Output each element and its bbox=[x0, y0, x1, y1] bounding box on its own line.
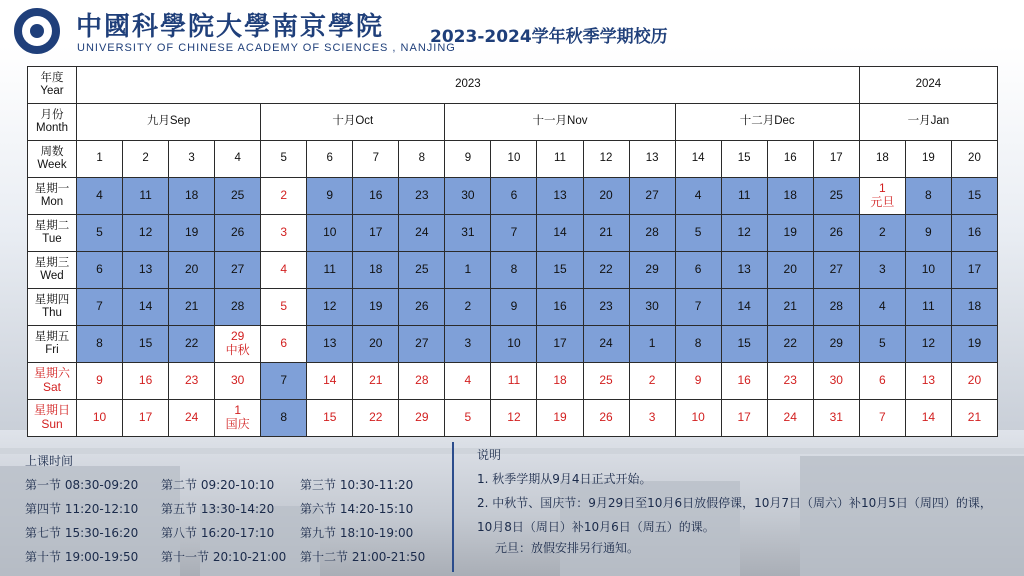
date-cell: 17 bbox=[951, 252, 997, 289]
year-2024: 2024 bbox=[859, 67, 997, 104]
date-cell: 12 bbox=[721, 215, 767, 252]
date-cell: 16 bbox=[951, 215, 997, 252]
date-cell: 23 bbox=[169, 363, 215, 400]
date-cell: 5 bbox=[859, 326, 905, 363]
calendar-title: 2023-2024学年秋季学期校历 bbox=[430, 27, 668, 47]
date-cell: 10 bbox=[491, 326, 537, 363]
date-cell: 11 bbox=[721, 178, 767, 215]
date-cell: 6 bbox=[77, 252, 123, 289]
class-times-title: 上课时间 bbox=[25, 454, 74, 468]
week-number: 15 bbox=[721, 141, 767, 178]
date-cell: 22 bbox=[583, 252, 629, 289]
date-cell: 23 bbox=[767, 363, 813, 400]
week-number: 3 bbox=[169, 141, 215, 178]
date-cell: 10 bbox=[675, 400, 721, 437]
date-cell: 18 bbox=[767, 178, 813, 215]
date-cell: 27 bbox=[629, 178, 675, 215]
date-cell: 16 bbox=[537, 289, 583, 326]
date-cell: 13 bbox=[905, 363, 951, 400]
year-2023: 2023 bbox=[77, 67, 860, 104]
date-cell: 30 bbox=[215, 363, 261, 400]
date-cell: 4 bbox=[261, 252, 307, 289]
date-cell: 21 bbox=[951, 400, 997, 437]
date-cell: 7 bbox=[261, 363, 307, 400]
date-cell: 15 bbox=[123, 326, 169, 363]
date-cell: 14 bbox=[537, 215, 583, 252]
date-cell: 9 bbox=[307, 178, 353, 215]
university-name-en: UNIVERSITY OF CHINESE ACADEMY OF SCIENCES , NANJING bbox=[77, 42, 456, 54]
day-label: 星期日 Sun bbox=[28, 400, 77, 437]
date-cell: 5 bbox=[675, 215, 721, 252]
date-cell: 14 bbox=[307, 363, 353, 400]
note-line: 元旦：放假安排另行通知。 bbox=[495, 541, 640, 555]
week-number: 12 bbox=[583, 141, 629, 178]
date-cell: 12 bbox=[905, 326, 951, 363]
date-cell: 26 bbox=[813, 215, 859, 252]
date-cell: 4 bbox=[77, 178, 123, 215]
date-cell: 16 bbox=[353, 178, 399, 215]
date-cell: 20 bbox=[583, 178, 629, 215]
date-cell: 1 国庆 bbox=[215, 400, 261, 437]
date-cell: 11 bbox=[307, 252, 353, 289]
date-cell: 4 bbox=[675, 178, 721, 215]
date-cell: 20 bbox=[767, 252, 813, 289]
date-cell: 15 bbox=[307, 400, 353, 437]
date-cell: 2 bbox=[629, 363, 675, 400]
week-number: 17 bbox=[813, 141, 859, 178]
date-cell: 12 bbox=[307, 289, 353, 326]
month-label: 月份 Month bbox=[28, 104, 77, 141]
date-cell: 21 bbox=[583, 215, 629, 252]
date-cell: 19 bbox=[537, 400, 583, 437]
date-cell: 1 元旦 bbox=[859, 178, 905, 215]
date-cell: 27 bbox=[399, 326, 445, 363]
date-cell: 7 bbox=[491, 215, 537, 252]
date-cell: 14 bbox=[905, 400, 951, 437]
date-cell: 17 bbox=[721, 400, 767, 437]
date-cell: 8 bbox=[905, 178, 951, 215]
calendar-table bbox=[27, 66, 998, 437]
year-label: 年度 Year bbox=[28, 67, 77, 104]
date-cell: 24 bbox=[767, 400, 813, 437]
class-period: 第十一节 20:10-21:00 bbox=[161, 550, 287, 564]
date-cell: 8 bbox=[491, 252, 537, 289]
date-cell: 15 bbox=[721, 326, 767, 363]
week-number: 11 bbox=[537, 141, 583, 178]
day-label: 星期一 Mon bbox=[28, 178, 77, 215]
header bbox=[0, 0, 1024, 64]
date-cell: 28 bbox=[813, 289, 859, 326]
month-header: 十一月Nov bbox=[445, 104, 675, 141]
date-cell: 23 bbox=[583, 289, 629, 326]
date-cell: 24 bbox=[583, 326, 629, 363]
date-cell: 26 bbox=[399, 289, 445, 326]
date-cell: 17 bbox=[537, 326, 583, 363]
week-number: 1 bbox=[77, 141, 123, 178]
date-cell: 31 bbox=[813, 400, 859, 437]
date-cell: 21 bbox=[767, 289, 813, 326]
date-cell: 21 bbox=[353, 363, 399, 400]
class-period: 第十二节 21:00-21:50 bbox=[300, 550, 426, 564]
date-cell: 9 bbox=[675, 363, 721, 400]
date-cell: 15 bbox=[537, 252, 583, 289]
date-cell: 18 bbox=[537, 363, 583, 400]
note-line: 10月8日（周日）补10月6日（周五）的课。 bbox=[477, 520, 715, 534]
week-number: 6 bbox=[307, 141, 353, 178]
week-number: 2 bbox=[123, 141, 169, 178]
date-cell: 13 bbox=[537, 178, 583, 215]
date-cell: 30 bbox=[445, 178, 491, 215]
date-cell: 3 bbox=[629, 400, 675, 437]
week-number: 7 bbox=[353, 141, 399, 178]
date-cell: 7 bbox=[77, 289, 123, 326]
date-cell: 29 bbox=[399, 400, 445, 437]
date-cell: 9 bbox=[491, 289, 537, 326]
week-label: 周数 Week bbox=[28, 141, 77, 178]
date-cell: 22 bbox=[169, 326, 215, 363]
date-cell: 28 bbox=[399, 363, 445, 400]
date-cell: 2 bbox=[859, 215, 905, 252]
class-period: 第六节 14:20-15:10 bbox=[300, 502, 414, 516]
date-cell: 20 bbox=[951, 363, 997, 400]
date-cell: 10 bbox=[905, 252, 951, 289]
date-cell: 13 bbox=[721, 252, 767, 289]
date-cell: 14 bbox=[123, 289, 169, 326]
date-cell: 3 bbox=[859, 252, 905, 289]
class-period: 第五节 13:30-14:20 bbox=[161, 502, 275, 516]
date-cell: 20 bbox=[169, 252, 215, 289]
date-cell: 27 bbox=[813, 252, 859, 289]
date-cell: 7 bbox=[675, 289, 721, 326]
date-cell: 9 bbox=[77, 363, 123, 400]
date-cell: 19 bbox=[353, 289, 399, 326]
class-period: 第一节 08:30-09:20 bbox=[25, 478, 139, 492]
date-cell: 24 bbox=[169, 400, 215, 437]
date-cell: 29 中秋 bbox=[215, 326, 261, 363]
date-cell: 28 bbox=[215, 289, 261, 326]
date-cell: 18 bbox=[951, 289, 997, 326]
date-cell: 11 bbox=[123, 178, 169, 215]
date-cell: 5 bbox=[261, 289, 307, 326]
date-cell: 24 bbox=[399, 215, 445, 252]
date-cell: 1 bbox=[445, 252, 491, 289]
date-cell: 27 bbox=[215, 252, 261, 289]
week-number: 19 bbox=[905, 141, 951, 178]
month-header: 十月Oct bbox=[261, 104, 445, 141]
class-period: 第九节 18:10-19:00 bbox=[300, 526, 414, 540]
class-period: 第三节 10:30-11:20 bbox=[300, 478, 414, 492]
ucas-emblem-icon bbox=[14, 8, 60, 54]
date-cell: 21 bbox=[169, 289, 215, 326]
date-cell: 30 bbox=[813, 363, 859, 400]
date-cell: 25 bbox=[813, 178, 859, 215]
date-cell: 18 bbox=[169, 178, 215, 215]
date-cell: 13 bbox=[307, 326, 353, 363]
week-number: 13 bbox=[629, 141, 675, 178]
date-cell: 4 bbox=[859, 289, 905, 326]
week-number: 20 bbox=[951, 141, 997, 178]
date-cell: 25 bbox=[399, 252, 445, 289]
week-number: 4 bbox=[215, 141, 261, 178]
date-cell: 18 bbox=[353, 252, 399, 289]
date-cell: 13 bbox=[123, 252, 169, 289]
date-cell: 22 bbox=[767, 326, 813, 363]
date-cell: 9 bbox=[905, 215, 951, 252]
day-label: 星期二 Tue bbox=[28, 215, 77, 252]
date-cell: 12 bbox=[491, 400, 537, 437]
class-period: 第七节 15:30-16:20 bbox=[25, 526, 139, 540]
class-period: 第二节 09:20-10:10 bbox=[161, 478, 275, 492]
day-label: 星期六 Sat bbox=[28, 363, 77, 400]
date-cell: 25 bbox=[215, 178, 261, 215]
week-number: 9 bbox=[445, 141, 491, 178]
date-cell: 2 bbox=[261, 178, 307, 215]
date-cell: 10 bbox=[77, 400, 123, 437]
date-cell: 3 bbox=[261, 215, 307, 252]
note-line: 1. 秋季学期从9月4日正式开始。 bbox=[477, 472, 652, 486]
date-cell: 17 bbox=[353, 215, 399, 252]
date-cell: 6 bbox=[859, 363, 905, 400]
week-number: 18 bbox=[859, 141, 905, 178]
date-cell: 16 bbox=[123, 363, 169, 400]
day-label: 星期四 Thu bbox=[28, 289, 77, 326]
week-number: 14 bbox=[675, 141, 721, 178]
date-cell: 8 bbox=[675, 326, 721, 363]
date-cell: 17 bbox=[123, 400, 169, 437]
university-name-cn: 中國科學院大學南京學院 bbox=[76, 12, 385, 42]
section-divider bbox=[452, 442, 454, 572]
date-cell: 8 bbox=[77, 326, 123, 363]
date-cell: 29 bbox=[813, 326, 859, 363]
date-cell: 10 bbox=[307, 215, 353, 252]
date-cell: 16 bbox=[721, 363, 767, 400]
day-label: 星期五 Fri bbox=[28, 326, 77, 363]
date-cell: 14 bbox=[721, 289, 767, 326]
date-cell: 11 bbox=[491, 363, 537, 400]
date-cell: 7 bbox=[859, 400, 905, 437]
date-cell: 26 bbox=[215, 215, 261, 252]
date-cell: 30 bbox=[629, 289, 675, 326]
date-cell: 3 bbox=[445, 326, 491, 363]
date-cell: 6 bbox=[261, 326, 307, 363]
date-cell: 4 bbox=[445, 363, 491, 400]
date-cell: 28 bbox=[629, 215, 675, 252]
date-cell: 6 bbox=[491, 178, 537, 215]
date-cell: 15 bbox=[951, 178, 997, 215]
date-cell: 20 bbox=[353, 326, 399, 363]
date-cell: 19 bbox=[767, 215, 813, 252]
date-cell: 5 bbox=[445, 400, 491, 437]
date-cell: 8 bbox=[261, 400, 307, 437]
date-cell: 6 bbox=[675, 252, 721, 289]
week-number: 8 bbox=[399, 141, 445, 178]
date-cell: 12 bbox=[123, 215, 169, 252]
date-cell: 19 bbox=[169, 215, 215, 252]
date-cell: 25 bbox=[583, 363, 629, 400]
week-number: 5 bbox=[261, 141, 307, 178]
date-cell: 22 bbox=[353, 400, 399, 437]
class-period: 第四节 11:20-12:10 bbox=[25, 502, 139, 516]
class-period: 第十节 19:00-19:50 bbox=[25, 550, 139, 564]
date-cell: 19 bbox=[951, 326, 997, 363]
date-cell: 31 bbox=[445, 215, 491, 252]
date-cell: 5 bbox=[77, 215, 123, 252]
notes-title: 说明 bbox=[477, 448, 502, 462]
date-cell: 29 bbox=[629, 252, 675, 289]
date-cell: 11 bbox=[905, 289, 951, 326]
note-line: 2. 中秋节、国庆节：9月29日至10月6日放假停课，10月7日（周六）补10月5日（周四）的课， bbox=[477, 496, 992, 510]
month-header: 十二月Dec bbox=[675, 104, 859, 141]
week-number: 10 bbox=[491, 141, 537, 178]
class-period: 第八节 16:20-17:10 bbox=[161, 526, 275, 540]
month-header: 一月Jan bbox=[859, 104, 997, 141]
week-number: 16 bbox=[767, 141, 813, 178]
date-cell: 1 bbox=[629, 326, 675, 363]
date-cell: 26 bbox=[583, 400, 629, 437]
month-header: 九月Sep bbox=[77, 104, 261, 141]
date-cell: 23 bbox=[399, 178, 445, 215]
day-label: 星期三 Wed bbox=[28, 252, 77, 289]
date-cell: 2 bbox=[445, 289, 491, 326]
